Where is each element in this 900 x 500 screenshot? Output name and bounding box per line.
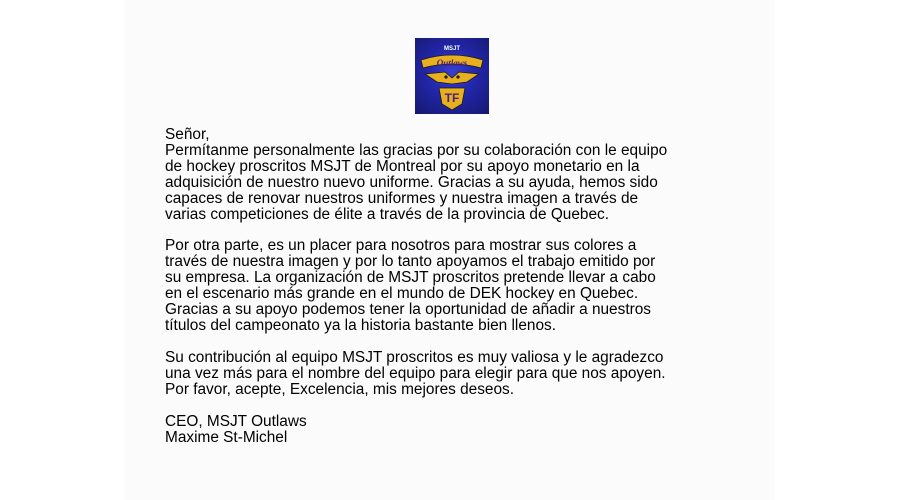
letter-body <box>165 127 775 445</box>
letter-paragraph-3: Su contribución al equipo MSJT proscritos es muy valiosa y le agradezco una vez más para el nombre del equipo para elegir para que nos apoyen. Por favor, acepte, Excelencia, mis mejores deseos. <box>165 348 666 398</box>
letter-signature-title: CEO, MSJT Outlaws <box>165 412 307 430</box>
letter-paragraph-1: Permítanme personalmente las gracias por su colaboración con le equipo de hockey proscritos MSJT de Montreal por su apoyo monetario en la adquisición de nuestro nuevo uniforme. Gracias a su ayuda, hemos sido capaces de renovar nuestros uniformes y nuestra imagen a través de varias competiciones de élite a través de la provincia de Quebec. <box>165 141 668 223</box>
letter-paragraph-2: Por otra parte, es un placer para nosotros para mostrar sus colores a través de nuestra imagen y por lo tanto apoyamos el trabajo emitido por su empresa. La organización de MSJT proscritos pretende llevar a cabo en el escenario más grande en el mundo de DEK hockey en Quebec. Gracias a su apoyo podemos tener la oportunidad de añadir a nuestros títulos del campeonato ya la historia bastante bien llenos. <box>165 237 656 334</box>
msjt-outlaws-logo <box>415 38 489 114</box>
logo-graphic <box>415 38 489 114</box>
logo-script-text: Outlaws <box>436 58 468 68</box>
letter-greeting: Señor, <box>165 126 210 143</box>
logo-eye-left <box>444 75 447 78</box>
logo-team-text: MSJT <box>443 46 461 52</box>
logo-mask-shape <box>425 72 479 84</box>
logo-emblem-text: TF <box>444 91 460 105</box>
letter-signature-name: Maxime St-Michel <box>165 428 288 446</box>
logo-eye-right <box>456 75 459 78</box>
